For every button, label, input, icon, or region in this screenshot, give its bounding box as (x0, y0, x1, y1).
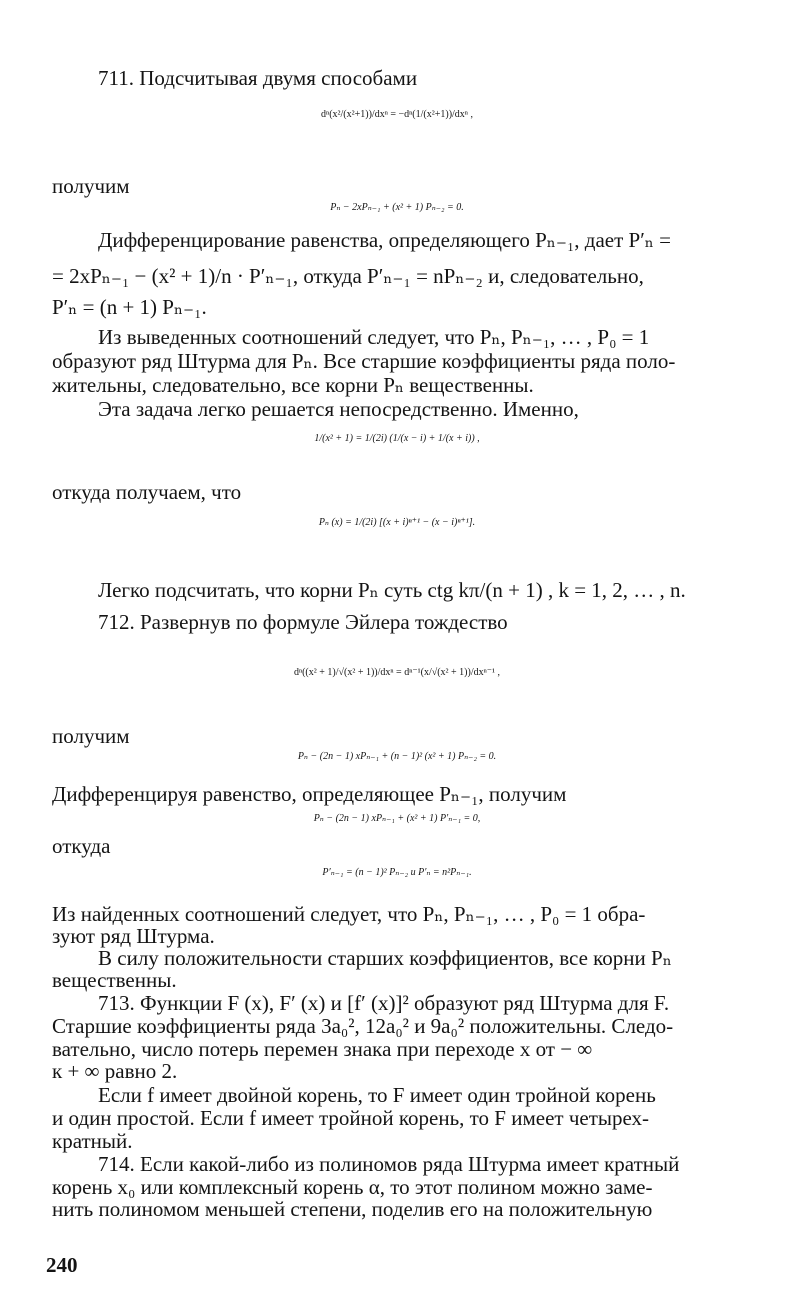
text-line: кратный. (52, 1129, 133, 1153)
text-line: получим (52, 174, 130, 198)
formula-display: dⁿ((x² + 1)/√(x² + 1))/dxⁿ = dⁿ⁻¹(x/√(x² + 1))/dxⁿ⁻¹ , (293, 667, 501, 678)
text-line: жительны, следовательно, все корни Pₙ вещественны. (52, 373, 534, 397)
text-line: вещественны. (52, 968, 177, 992)
text-line: откуда получаем, что (52, 480, 242, 504)
text-line: = 2xPₙ₋₁ − (x² + 1)/n · P′ₙ₋₁, откуда P′ₙ₋₁ = nPₙ₋₂ и, следовательно, (52, 264, 644, 288)
text-line: 714. Если какой-либо из полиномов ряда Штурма имеет кратный (98, 1152, 680, 1176)
text-line: Дифференцируя равенство, определяющее Pₙ₋₁, получим (52, 782, 567, 806)
text-line: Из выведенных соотношений следует, что Pₙ, Pₙ₋₁, … , P₀ = 1 (98, 325, 650, 349)
text-line: нить полиномом меньшей степени, поделив его на положительную (52, 1197, 653, 1221)
text-line: В силу положительности старших коэффициентов, все корни Pₙ (98, 946, 672, 970)
text-line: Легко подсчитать, что корни Pₙ суть ctg kπ/(n + 1) , k = 1, 2, … , n. (98, 578, 686, 602)
text-line: Эта задача легко решается непосредственно. Именно, (98, 397, 579, 421)
formula-display: Pₙ − (2n − 1) xPₙ₋₁ + (x² + 1) P′ₙ₋₁ = 0, (313, 813, 481, 824)
text-line: корень x₀ или комплексный корень α, то этот полином можно заме- (52, 1175, 653, 1199)
text-line: 712. Развернув по формуле Эйлера тождество (98, 610, 508, 634)
text-line: Из найденных соотношений следует, что Pₙ, Pₙ₋₁, … , P₀ = 1 обра- (52, 902, 646, 926)
text-line: 711. Подсчитывая двумя способами (98, 66, 418, 90)
text-line: образуют ряд Штурма для Pₙ. Все старшие коэффициенты ряда поло- (52, 349, 676, 373)
text-line: и один простой. Если f имеет тройной корень, то F имеет четырех- (52, 1106, 650, 1130)
formula-display: P′ₙ₋₁ = (n − 1)² Pₙ₋₂ и P′ₙ = n²Pₙ₋₁. (322, 867, 472, 878)
formula-display: Pₙ (x) = 1/(2i) [(x + i)ⁿ⁺¹ − (x − i)ⁿ⁺¹]. (318, 517, 476, 528)
formula-display: Pₙ − (2n − 1) xPₙ₋₁ + (n − 1)² (x² + 1) Pₙ₋₂ = 0. (297, 751, 497, 762)
page-number: 240 (46, 1253, 78, 1277)
text-line: к + ∞ равно 2. (52, 1059, 178, 1083)
text-line: 713. Функции F (x), F′ (x) и [f′ (x)]² образуют ряд Штурма для F. (98, 991, 670, 1015)
text-line: P′ₙ = (n + 1) Pₙ₋₁. (52, 295, 207, 319)
text-line: Дифференцирование равенства, определяющего Pₙ₋₁, дает P′ₙ = (98, 228, 671, 252)
formula-display: dⁿ(x²/(x²+1))/dxⁿ = −dⁿ(1/(x²+1))/dxⁿ , (321, 109, 473, 120)
text-line: откуда (52, 834, 111, 858)
text-line: зуют ряд Штурма. (52, 924, 215, 948)
text-line: вательно, число потерь перемен знака при переходе x от − ∞ (52, 1037, 593, 1061)
formula-display: Pₙ − 2xPₙ₋₁ + (x² + 1) Pₙ₋₂ = 0. (330, 202, 464, 213)
formula-display: 1/(x² + 1) = 1/(2i) (1/(x − i) + 1/(x + i)) , (314, 433, 480, 444)
text-line: Старшие коэффициенты ряда 3a₀², 12a₀² и 9a₀² положительны. Следо- (52, 1014, 674, 1038)
text-line: Если f имеет двойной корень, то F имеет один тройной корень (98, 1083, 656, 1107)
text-line: получим (52, 724, 130, 748)
